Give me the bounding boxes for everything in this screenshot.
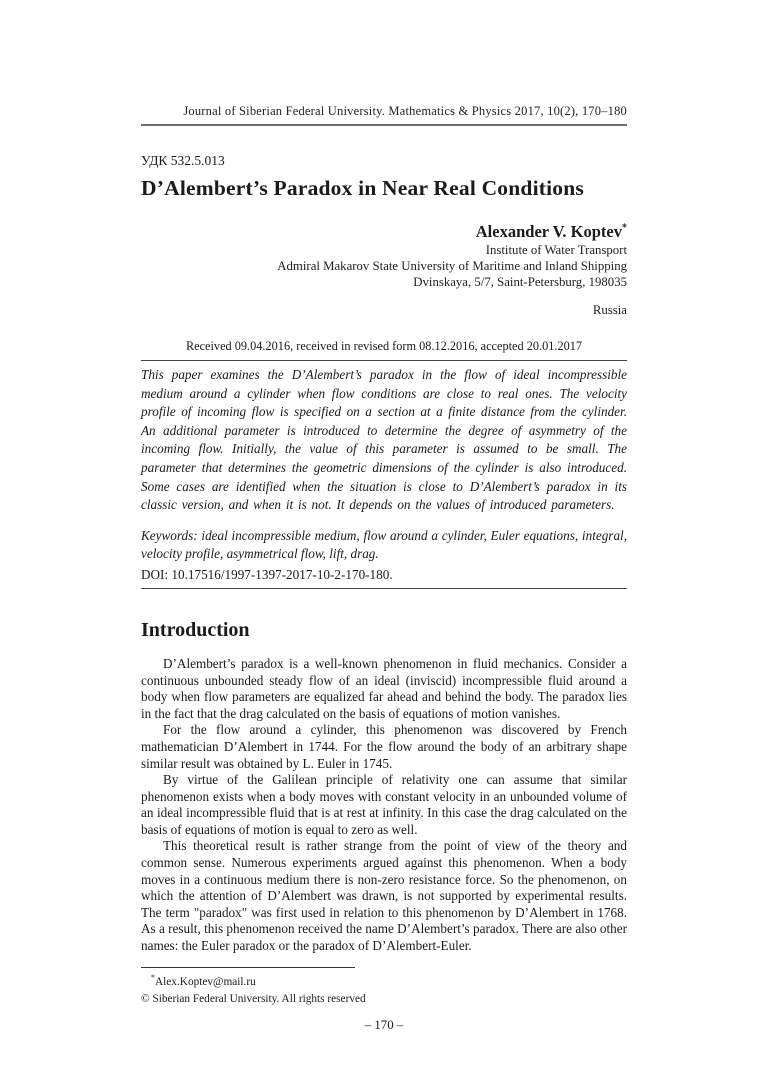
- journal-header-line: Journal of Siberian Federal University. Mathematics & Physics 2017, 10(2), 170–180: [183, 104, 627, 118]
- received-line: Received 09.04.2016, received in revised form 08.12.2016, accepted 20.01.2017: [185, 339, 583, 353]
- author-country: Russia: [592, 303, 627, 317]
- affiliation-line: Institute of Water Transport: [485, 243, 627, 257]
- page-number: – 170 –: [364, 1018, 404, 1033]
- copyright-line: © Siberian Federal University. All rights reserved: [141, 992, 366, 1005]
- author-footnote-mark: *: [622, 222, 627, 234]
- header-rule: [141, 124, 627, 126]
- paragraph: For the flow around a cylinder, this phenomenon was discovered by French mathematician D’Alembert in 1744. For the flow around the body of an arbitrary shape similar result was obtained by L. Euler in 1745.: [141, 722, 627, 771]
- paragraph: D’Alembert’s paradox is a well-known phenomenon in fluid mechanics. Consider a continuous unbounded steady flow of an ideal (inviscid) incompressible fluid around a body when flow parameters are equalized far ahead and behind the body. The paradox lies in the fact that the drag calculated on the basis of equations of motion vanishes.: [141, 655, 627, 721]
- author-name-text: Alexander V. Koptev: [475, 222, 622, 241]
- abstract-top-rule: [141, 360, 627, 361]
- affiliation-line: Admiral Makarov State University of Maritime and Inland Shipping: [277, 259, 627, 273]
- introduction-body: [141, 656, 627, 955]
- footnote-rule: [141, 967, 355, 968]
- doi-line: DOI: 10.17516/1997-1397-2017-10-2-170-180.: [141, 566, 393, 582]
- affiliation-line: Dvinskaya, 5/7, Saint-Petersburg, 198035: [413, 275, 627, 289]
- footnote-email-line: [151, 971, 627, 989]
- keywords-line: Keywords: ideal incompressible medium, flow around a cylinder, Euler equations, integral, velocity profile, asymmetrical flow, lift, drag.: [141, 527, 627, 562]
- paragraph: This theoretical result is rather strange from the point of view of the theory and common sense. Numerous experiments argued against this phenomenon. When a body moves in a continuous medium there is non-zero resistance force. So the phenomenon, on which the attention of D’Alembert was drawn, is not supported by experimental results. The term "paradox" was first used in relation to this phenomenon by D’Alembert in 1768. As a result, this phenomenon received the name D’Alembert’s paradox. There are also other names: the Euler paradox or the paradox of D’Alembert-Euler.: [141, 838, 627, 954]
- udk-code: УДК 532.5.013: [141, 153, 225, 168]
- footnote-mark: *: [151, 972, 155, 982]
- page-content: [141, 0, 627, 1033]
- author-block: [141, 222, 627, 318]
- footnote-block: [141, 967, 627, 1007]
- paper-title: D’Alembert’s Paradox in Near Real Conditions: [141, 176, 584, 200]
- paragraph: By virtue of the Galilean principle of relativity one can assume that similar phenomenon exists when a body moves with constant velocity in an unbounded volume of an ideal incompressible fluid that is at rest at infinity. In this case the drag calculated on the basis of equations of motion is equal to zero as well.: [141, 772, 627, 837]
- footnote-email: Alex.Koptev@mail.ru: [155, 975, 256, 988]
- abstract-bottom-rule: [141, 588, 627, 589]
- author-name: [141, 222, 627, 242]
- section-heading-introduction: Introduction: [141, 618, 250, 641]
- abstract-text: This paper examines the D’Alembert’s paradox in the flow of ideal incompressible medium around a cylinder when flow conditions are close to real ones. The velocity profile of incoming flow is specified on a section at a finite distance from the cylinder. An additional parameter is introduced to determine the degree of asymmetry of the incoming flow. Initially, the value of this parameter is assumed to be small. The parameter that determines the geometric dimensions of the cylinder is also introduced. Some cases are identified when the situation is close to D’Alembert’s paradox in its classic version, and when it is not. It depends on the values of introduced parameters.: [141, 367, 627, 513]
